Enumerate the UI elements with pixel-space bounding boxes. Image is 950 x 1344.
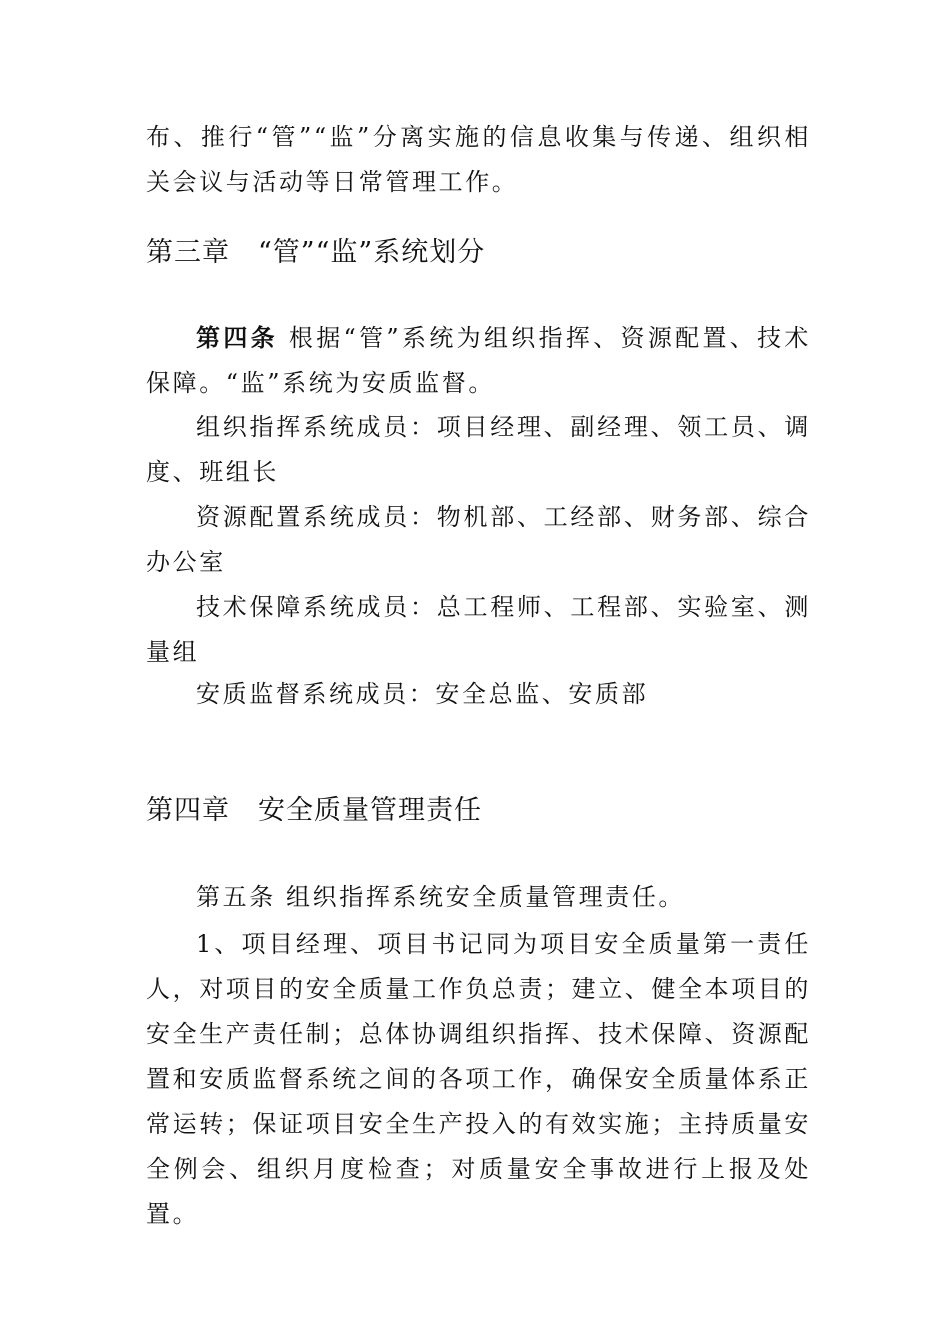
paragraph-text: 安质监督系统成员：安全总监、安质部: [196, 680, 649, 708]
article-four-text: 根据“管”系统为组织指挥、资源配置、技术保障。“监”系统为安质监督。: [146, 324, 811, 397]
paragraph-text: 第五条 组织指挥系统安全质量管理责任。: [196, 883, 686, 911]
command-system-members: [146, 405, 811, 495]
article-four: [146, 315, 811, 406]
paragraph-continuation: [146, 115, 811, 205]
item-one: [146, 922, 811, 1237]
paragraph-text: 1、项目经理、项目书记同为项目安全质量第一责任人，对项目的安全质量工作负总责；建立、健全本项目的安全生产责任制；总体协调组织指挥、技术保障、资源配置和安质监督系统之间的各项工作，确保安全质量体系正常运转；保证项目安全生产投入的有效实施；主持质量安全例会、组织月度检查；对质量安全事故进行上报及处置。: [146, 930, 811, 1228]
paragraph-text: 布、推行“管”“监”分离实施的信息收集与传递、组织相关会议与活动等日常管理工作。: [146, 123, 811, 196]
article-five: [146, 875, 811, 920]
paragraph-text: 技术保障系统成员：总工程师、工程部、实验室、测量组: [146, 593, 811, 666]
paragraph-text: 资源配置系统成员：物机部、工经部、财务部、综合办公室: [146, 503, 811, 576]
paragraph-text: 组织指挥系统成员：项目经理、副经理、领工员、调度、班组长: [146, 413, 811, 486]
article-four-label: 第四条: [196, 323, 278, 352]
safety-system-members: [146, 672, 811, 717]
resource-system-members: [146, 495, 811, 585]
technical-system-members: [146, 585, 811, 675]
chapter-title: 第三章 “管”“监”系统划分: [146, 237, 486, 268]
article-four-paragraph: [146, 315, 811, 406]
chapter-title: 第四章 安全质量管理责任: [146, 795, 482, 826]
chapter-four-heading: [146, 791, 811, 831]
chapter-three-heading: [146, 233, 811, 273]
